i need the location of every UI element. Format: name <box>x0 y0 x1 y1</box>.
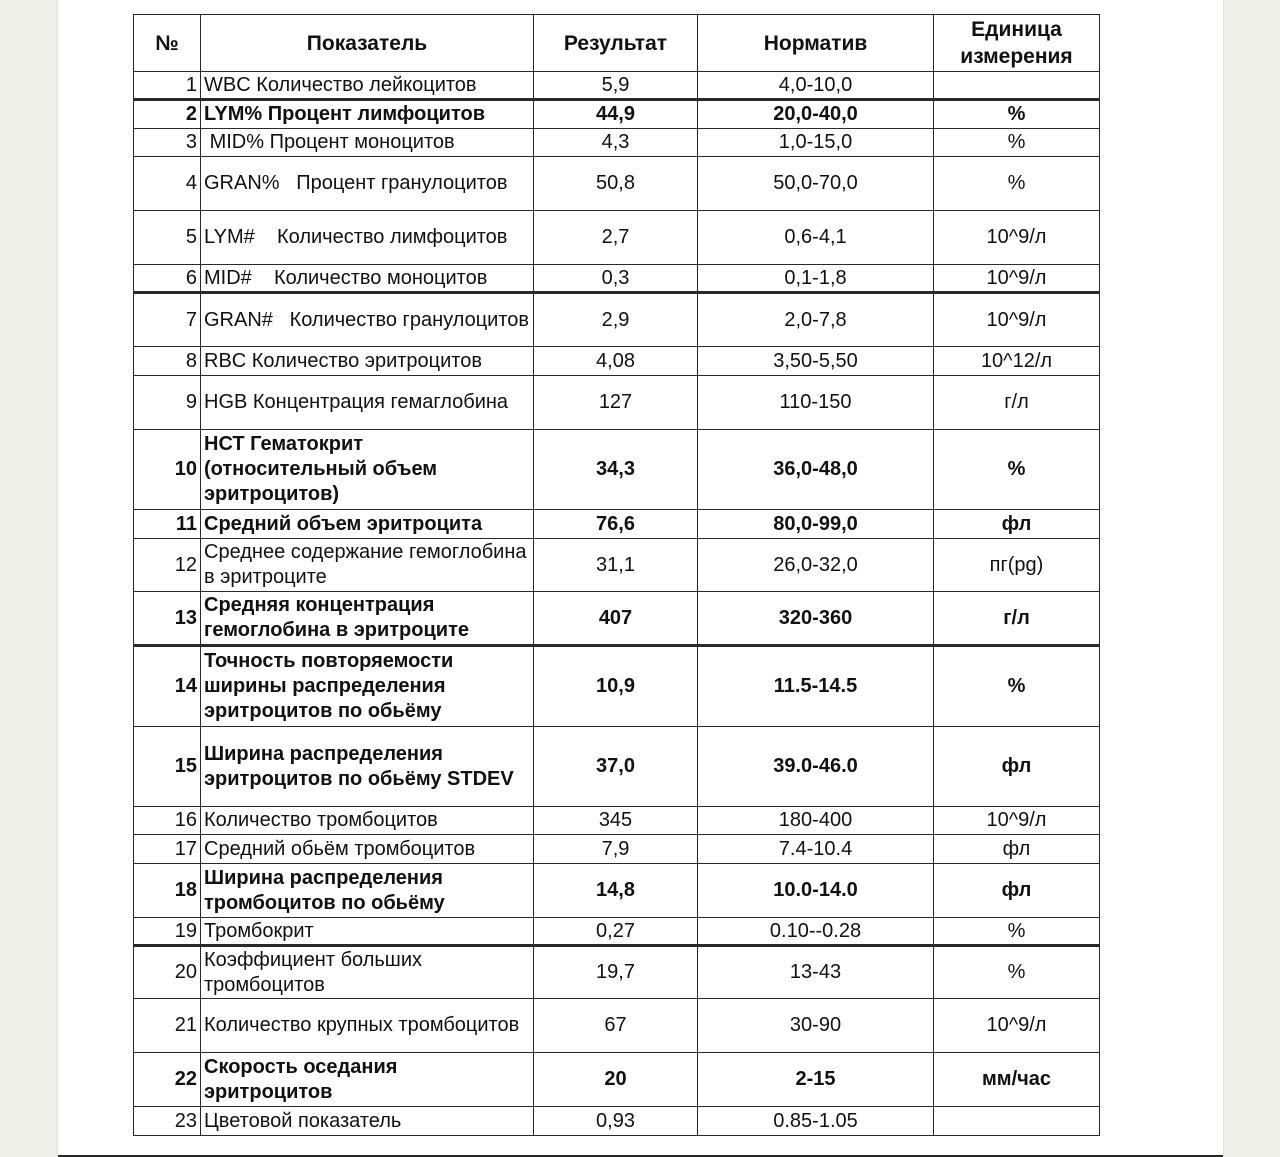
row-indicator-name: Ширина распределения тромбоцитов по обьёму <box>201 864 534 918</box>
table-row <box>134 265 1100 293</box>
table-row <box>134 918 1100 946</box>
row-norm-range: 0.10--0.28 <box>698 918 934 946</box>
row-norm-range: 1,0-15,0 <box>698 129 934 157</box>
row-unit: пг(pg) <box>934 539 1100 592</box>
row-number: 17 <box>134 835 201 864</box>
row-norm-range: 13-43 <box>698 946 934 999</box>
row-norm-range: 26,0-32,0 <box>698 539 934 592</box>
row-unit: мм/час <box>934 1053 1100 1107</box>
row-number: 16 <box>134 807 201 835</box>
row-norm-range: 180-400 <box>698 807 934 835</box>
row-number: 6 <box>134 265 201 293</box>
row-result-value: 0,93 <box>534 1107 698 1136</box>
table-row <box>134 807 1100 835</box>
row-norm-range: 39.0-46.0 <box>698 727 934 807</box>
table-row <box>134 72 1100 100</box>
row-result-value: 4,08 <box>534 347 698 376</box>
row-norm-range: 3,50-5,50 <box>698 347 934 376</box>
row-result-value: 20 <box>534 1053 698 1107</box>
row-number: 21 <box>134 999 201 1053</box>
blood-test-results-table <box>133 14 1100 1136</box>
table-row <box>134 293 1100 347</box>
row-unit: 10^9/л <box>934 293 1100 347</box>
row-result-value: 407 <box>534 592 698 646</box>
header-indicator: Показатель <box>201 15 534 72</box>
row-indicator-name: LYM# Количество лимфоцитов <box>201 211 534 265</box>
row-number: 8 <box>134 347 201 376</box>
row-indicator-name: GRAN# Количество гранулоцитов <box>201 293 534 347</box>
table-row <box>134 100 1100 129</box>
row-norm-range: 2,0-7,8 <box>698 293 934 347</box>
row-result-value: 44,9 <box>534 100 698 129</box>
row-result-value: 0,27 <box>534 918 698 946</box>
table-row <box>134 1107 1100 1136</box>
row-indicator-name: Ширина распределения эритроцитов по обьёму STDEV <box>201 727 534 807</box>
row-unit: г/л <box>934 376 1100 430</box>
row-unit: 10^9/л <box>934 211 1100 265</box>
row-indicator-name: GRAN% Процент гранулоцитов <box>201 157 534 211</box>
row-norm-range: 20,0-40,0 <box>698 100 934 129</box>
row-unit: г/л <box>934 592 1100 646</box>
table-row <box>134 592 1100 646</box>
row-unit: % <box>934 430 1100 510</box>
table-row <box>134 946 1100 999</box>
table-row <box>134 510 1100 539</box>
row-result-value: 345 <box>534 807 698 835</box>
row-norm-range: 7.4-10.4 <box>698 835 934 864</box>
row-norm-range: 50,0-70,0 <box>698 157 934 211</box>
row-number: 22 <box>134 1053 201 1107</box>
table-row <box>134 727 1100 807</box>
table-row <box>134 999 1100 1053</box>
row-indicator-name: Тромбокрит <box>201 918 534 946</box>
table-row <box>134 211 1100 265</box>
row-number: 7 <box>134 293 201 347</box>
table-row <box>134 835 1100 864</box>
row-number: 10 <box>134 430 201 510</box>
row-number: 9 <box>134 376 201 430</box>
table-row <box>134 646 1100 727</box>
table-row <box>134 129 1100 157</box>
table-row <box>134 1053 1100 1107</box>
row-indicator-name: Цветовой показатель <box>201 1107 534 1136</box>
row-norm-range: 4,0-10,0 <box>698 72 934 100</box>
row-result-value: 14,8 <box>534 864 698 918</box>
row-indicator-name: Скорость оседания эритроцитов <box>201 1053 534 1107</box>
row-indicator-name: Средний объем эритроцита <box>201 510 534 539</box>
row-number: 23 <box>134 1107 201 1136</box>
row-number: 13 <box>134 592 201 646</box>
row-norm-range: 80,0-99,0 <box>698 510 934 539</box>
header-unit: Единица измерения <box>934 15 1100 72</box>
row-norm-range: 110-150 <box>698 376 934 430</box>
row-indicator-name: Среднее содержание гемоглобина в эритроците <box>201 539 534 592</box>
row-indicator-name: MID% Процент моноцитов <box>201 129 534 157</box>
table-row <box>134 539 1100 592</box>
row-indicator-name: Средний обьём тромбоцитов <box>201 835 534 864</box>
row-unit: 10^12/л <box>934 347 1100 376</box>
row-unit <box>934 1107 1100 1136</box>
row-unit: 10^9/л <box>934 807 1100 835</box>
row-unit: % <box>934 646 1100 727</box>
row-number: 20 <box>134 946 201 999</box>
row-number: 15 <box>134 727 201 807</box>
row-result-value: 7,9 <box>534 835 698 864</box>
row-norm-range: 0,6-4,1 <box>698 211 934 265</box>
row-number: 5 <box>134 211 201 265</box>
row-unit: % <box>934 129 1100 157</box>
header-number: № <box>134 15 201 72</box>
row-unit: фл <box>934 727 1100 807</box>
row-unit: % <box>934 157 1100 211</box>
row-result-value: 31,1 <box>534 539 698 592</box>
row-indicator-name: LYM% Процент лимфоцитов <box>201 100 534 129</box>
row-norm-range: 10.0-14.0 <box>698 864 934 918</box>
row-result-value: 0,3 <box>534 265 698 293</box>
row-result-value: 50,8 <box>534 157 698 211</box>
row-indicator-name: MID# Количество моноцитов <box>201 265 534 293</box>
row-result-value: 19,7 <box>534 946 698 999</box>
row-number: 11 <box>134 510 201 539</box>
row-indicator-name: RBC Количество эритроцитов <box>201 347 534 376</box>
row-result-value: 37,0 <box>534 727 698 807</box>
row-norm-range: 320-360 <box>698 592 934 646</box>
row-indicator-name: HGB Концентрация гемаглобина <box>201 376 534 430</box>
header-norm: Норматив <box>698 15 934 72</box>
row-unit: % <box>934 946 1100 999</box>
row-indicator-name: Коэффициент больших тромбоцитов <box>201 946 534 999</box>
row-indicator-name: Количество крупных тромбоцитов <box>201 999 534 1053</box>
row-result-value: 76,6 <box>534 510 698 539</box>
row-indicator-name: Средняя концентрация гемоглобина в эритроците <box>201 592 534 646</box>
row-unit: 10^9/л <box>934 999 1100 1053</box>
table-row <box>134 430 1100 510</box>
row-result-value: 67 <box>534 999 698 1053</box>
row-number: 14 <box>134 646 201 727</box>
row-result-value: 2,9 <box>534 293 698 347</box>
row-number: 18 <box>134 864 201 918</box>
row-unit <box>934 72 1100 100</box>
row-unit: % <box>934 918 1100 946</box>
table-row <box>134 347 1100 376</box>
row-norm-range: 0,1-1,8 <box>698 265 934 293</box>
row-number: 19 <box>134 918 201 946</box>
row-norm-range: 2-15 <box>698 1053 934 1107</box>
row-result-value: 4,3 <box>534 129 698 157</box>
table-row <box>134 376 1100 430</box>
row-norm-range: 30-90 <box>698 999 934 1053</box>
row-indicator-name: Количество тромбоцитов <box>201 807 534 835</box>
row-number: 1 <box>134 72 201 100</box>
row-unit: фл <box>934 835 1100 864</box>
row-number: 3 <box>134 129 201 157</box>
row-result-value: 127 <box>534 376 698 430</box>
row-unit: фл <box>934 864 1100 918</box>
row-result-value: 10,9 <box>534 646 698 727</box>
row-number: 4 <box>134 157 201 211</box>
row-unit: 10^9/л <box>934 265 1100 293</box>
row-norm-range: 0.85-1.05 <box>698 1107 934 1136</box>
table-header-row <box>134 15 1100 72</box>
table-row <box>134 157 1100 211</box>
row-norm-range: 36,0-48,0 <box>698 430 934 510</box>
row-norm-range: 11.5-14.5 <box>698 646 934 727</box>
row-number: 2 <box>134 100 201 129</box>
row-number: 12 <box>134 539 201 592</box>
row-unit: фл <box>934 510 1100 539</box>
row-indicator-name: НСТ Гематокрит (относительный объем эритроцитов) <box>201 430 534 510</box>
header-result: Результат <box>534 15 698 72</box>
row-unit: % <box>934 100 1100 129</box>
row-result-value: 34,3 <box>534 430 698 510</box>
table-row <box>134 864 1100 918</box>
row-indicator-name: Точность повторяемости ширины распределения эритроцитов по обьёму <box>201 646 534 727</box>
row-result-value: 5,9 <box>534 72 698 100</box>
table-body <box>134 72 1100 1136</box>
row-indicator-name: WBC Количество лейкоцитов <box>201 72 534 100</box>
row-result-value: 2,7 <box>534 211 698 265</box>
